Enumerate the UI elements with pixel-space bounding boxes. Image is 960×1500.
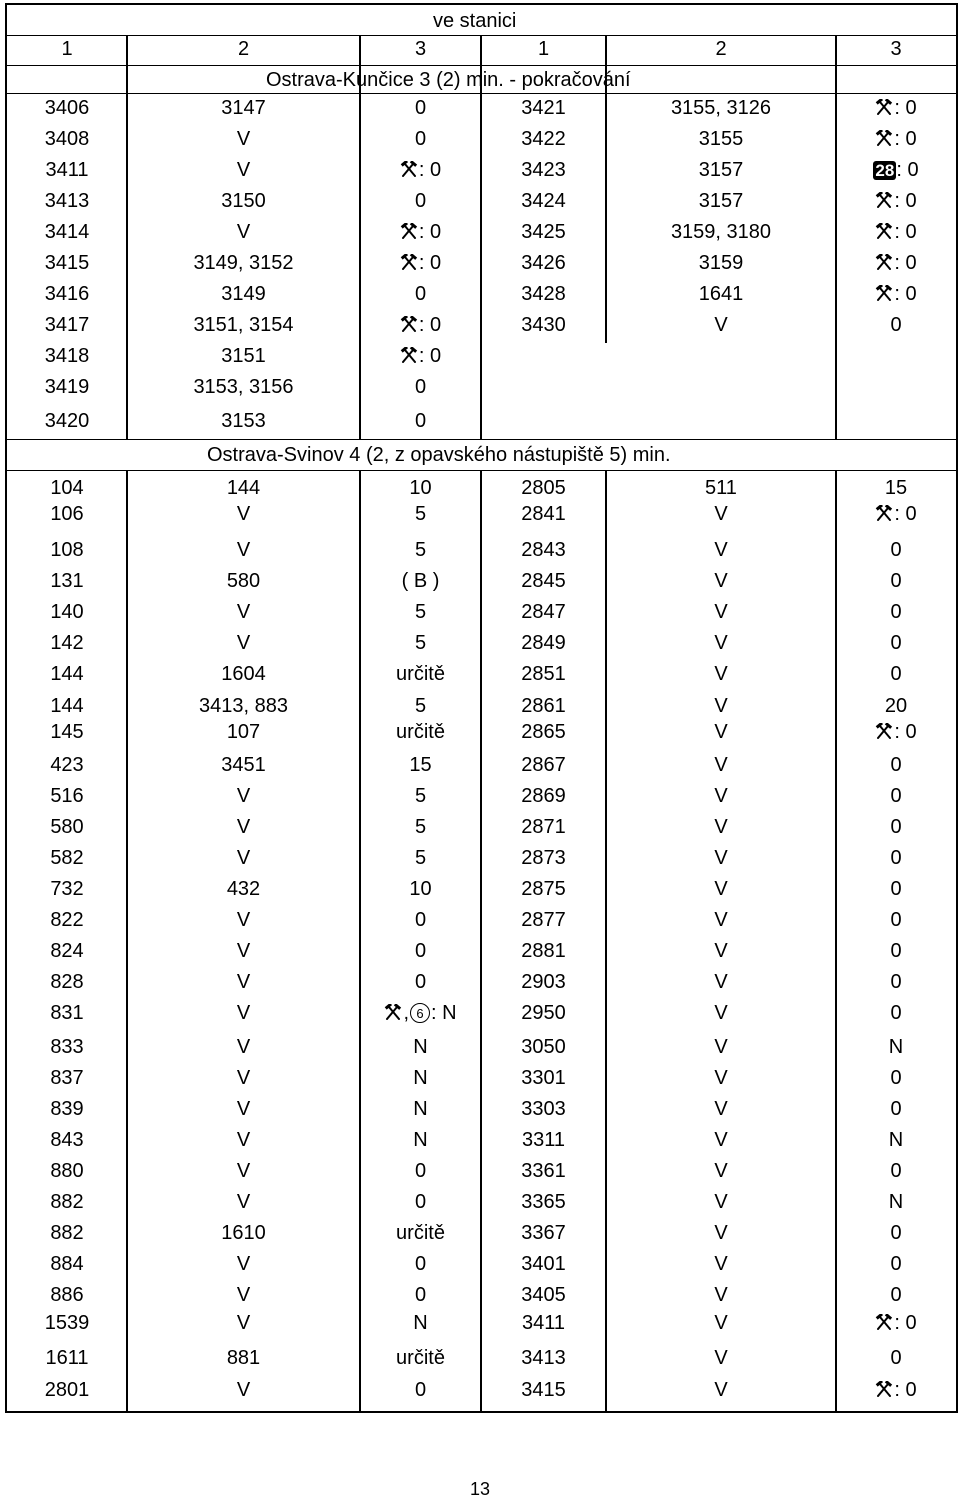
- table-cell: 2801: [44, 1379, 90, 1401]
- table-cell: V: [714, 1284, 728, 1306]
- table-cell: V: [714, 1067, 728, 1089]
- table-cell: 0: [890, 878, 902, 900]
- table-cell: určitě: [396, 1222, 445, 1244]
- table-cell: 2861: [521, 695, 566, 717]
- table-cell: V: [236, 601, 251, 623]
- table-cell: 145: [50, 721, 84, 743]
- table-cell: V: [714, 940, 728, 962]
- table-cell: 880: [50, 1160, 84, 1182]
- table-cell: 0: [890, 314, 902, 336]
- column-divider: [126, 93, 128, 439]
- symbol-cell: 28 : 0: [875, 159, 919, 181]
- table-cell: V: [236, 940, 251, 962]
- table-cell: V: [714, 971, 728, 993]
- table-cell: V: [714, 878, 728, 900]
- table-cell: V: [714, 1098, 728, 1120]
- table-cell: 0: [414, 1284, 427, 1306]
- column-divider: [359, 470, 361, 1411]
- table-cell: V: [236, 1191, 251, 1213]
- table-cell: 0: [890, 816, 902, 838]
- table-cell: 3413: [44, 190, 90, 212]
- table-cell: 2867: [521, 754, 566, 776]
- table-cell: 0: [414, 971, 427, 993]
- column-header: 2: [237, 38, 250, 60]
- table-cell: 0: [890, 785, 902, 807]
- table-cell: N: [413, 1098, 428, 1120]
- table-cell: 2869: [521, 785, 566, 807]
- table-cell: V: [714, 1379, 728, 1401]
- table-cell: V: [714, 785, 728, 807]
- table-cell: 3406: [44, 97, 90, 119]
- table-cell: 0: [890, 1222, 902, 1244]
- timetable-document: [5, 3, 958, 1413]
- table-cell: 0: [890, 971, 902, 993]
- table-cell: 0: [414, 376, 427, 398]
- table-cell: 3301: [521, 1067, 566, 1089]
- table-cell: 3151, 3154: [193, 314, 294, 336]
- symbol-cell: : 0: [360, 313, 481, 337]
- hammer-pick-icon: [875, 128, 894, 150]
- table-cell: 882: [50, 1222, 84, 1244]
- table-cell: V: [236, 539, 251, 561]
- column-divider: [359, 93, 361, 439]
- symbol-cell: : 0: [836, 282, 956, 306]
- table-cell: 3415: [521, 1379, 566, 1401]
- table-cell: 0: [890, 601, 902, 623]
- table-cell: 0: [414, 128, 427, 150]
- table-cell: V: [714, 754, 728, 776]
- table-cell: 2871: [521, 816, 566, 838]
- table-cell: N: [413, 1036, 428, 1058]
- table-cell: 3150: [221, 190, 266, 212]
- table-cell: 144: [50, 663, 84, 685]
- hammer-pick-icon: [875, 1312, 894, 1334]
- table-cell: 5: [414, 816, 427, 838]
- column-divider: [126, 470, 128, 1411]
- table-cell: V: [236, 971, 251, 993]
- table-cell: 0: [414, 909, 427, 931]
- table-cell: 3147: [221, 97, 266, 119]
- symbol-cell: : 0: [836, 220, 956, 244]
- hammer-pick-icon: [400, 252, 419, 274]
- table-cell: V: [714, 539, 728, 561]
- table-cell: 144: [226, 477, 261, 499]
- column-header: 3: [414, 38, 427, 60]
- table-cell: 5: [414, 539, 427, 561]
- table-cell: 0: [414, 283, 427, 305]
- table-cell: 5: [414, 632, 427, 654]
- table-cell: N: [888, 1036, 904, 1058]
- table-cell: N: [413, 1129, 428, 1151]
- table-cell: 2843: [521, 539, 566, 561]
- table-cell: 3422: [521, 128, 566, 150]
- table-cell: 2877: [521, 909, 566, 931]
- table-cell: 15: [409, 754, 432, 776]
- table-cell: V: [714, 570, 728, 592]
- table-cell: 2903: [521, 971, 566, 993]
- column-divider: [605, 93, 607, 343]
- table-cell: V: [236, 632, 251, 654]
- table-cell: 5: [414, 503, 427, 525]
- table-cell: 3428: [521, 283, 566, 305]
- table-cell: 3451: [221, 754, 266, 776]
- hammer-pick-icon: [400, 314, 419, 336]
- table-cell: 5: [414, 847, 427, 869]
- table-cell: 10: [409, 878, 432, 900]
- table-cell: určitě: [396, 663, 445, 685]
- table-cell: V: [714, 1036, 728, 1058]
- table-cell: V: [236, 159, 251, 181]
- table-cell: 824: [50, 940, 84, 962]
- table-cell: 144: [50, 695, 84, 717]
- table-cell: 3424: [521, 190, 566, 212]
- table-cell: 5: [414, 785, 427, 807]
- table-cell: V: [714, 1160, 728, 1182]
- table-cell: 108: [50, 539, 84, 561]
- symbol-cell: : 0: [836, 1378, 956, 1402]
- table-cell: 3311: [521, 1129, 565, 1151]
- table-cell: 3151: [221, 345, 266, 367]
- table-cell: 432: [226, 878, 261, 900]
- table-cell: 2849: [521, 632, 566, 654]
- table-cell: 3430: [521, 314, 566, 336]
- table-cell: N: [413, 1067, 428, 1089]
- column-divider: [835, 93, 837, 439]
- table-cell: 2873: [521, 847, 566, 869]
- symbol-cell: : 0: [360, 220, 481, 244]
- table-cell: V: [714, 314, 728, 336]
- column-divider: [126, 35, 128, 93]
- row-divider: [7, 439, 956, 440]
- table-cell: 106: [50, 503, 84, 525]
- table-cell: V: [236, 816, 251, 838]
- table-cell: 886: [50, 1284, 84, 1306]
- table-cell: 0: [890, 940, 902, 962]
- hammer-pick-icon: [400, 159, 419, 181]
- table-cell: V: [714, 1002, 728, 1024]
- table-cell: V: [236, 1160, 251, 1182]
- table-cell: 2865: [521, 721, 566, 743]
- table-cell: 1610: [221, 1222, 266, 1244]
- table-cell: 843: [50, 1129, 84, 1151]
- table-cell: 3425: [521, 221, 566, 243]
- table-cell: 3420: [44, 410, 90, 432]
- table-cell: 0: [890, 539, 902, 561]
- table-cell: N: [888, 1129, 904, 1151]
- section-title: Ostrava-Kunčice 3 (2) min. - pokračování: [266, 69, 631, 91]
- table-cell: V: [236, 503, 251, 525]
- boxed-number-icon: 28: [875, 161, 895, 180]
- table-cell: 5: [414, 601, 427, 623]
- table-cell: V: [236, 785, 251, 807]
- table-cell: 882: [50, 1191, 84, 1213]
- table-cell: 2851: [521, 663, 566, 685]
- table-cell: 3159: [698, 252, 744, 274]
- table-cell: 580: [50, 816, 84, 838]
- table-cell: 3421: [521, 97, 566, 119]
- table-cell: 0: [890, 1067, 902, 1089]
- table-cell: 3419: [44, 376, 90, 398]
- table-cell: 0: [890, 847, 902, 869]
- symbol-cell: : 0: [836, 502, 956, 526]
- hammer-pick-icon: [400, 345, 419, 367]
- table-cell: 3408: [44, 128, 90, 150]
- table-cell: V: [236, 221, 251, 243]
- table-cell: 3157: [698, 159, 744, 181]
- table-cell: 423: [50, 754, 84, 776]
- table-cell: 1539: [44, 1312, 90, 1334]
- table-cell: 1604: [221, 663, 266, 685]
- table-cell: V: [714, 601, 728, 623]
- table-cell: 15: [884, 477, 908, 499]
- table-cell: 837: [50, 1067, 84, 1089]
- table-cell: V: [714, 1347, 728, 1369]
- table-cell: 516: [50, 785, 84, 807]
- table-cell: 0: [890, 632, 902, 654]
- table-cell: V: [236, 1253, 251, 1275]
- table-cell: 0: [890, 1002, 902, 1024]
- table-cell: V: [236, 1098, 251, 1120]
- table-title: ve stanici: [433, 10, 517, 32]
- table-cell: 10: [409, 477, 432, 499]
- table-cell: 511: [705, 477, 737, 499]
- table-cell: 3417: [44, 314, 90, 336]
- table-cell: V: [714, 1253, 728, 1275]
- table-cell: 881: [226, 1347, 261, 1369]
- table-cell: 3416: [44, 283, 90, 305]
- table-cell: 1641: [698, 283, 744, 305]
- table-cell: 0: [414, 97, 427, 119]
- table-cell: 3413, 883: [199, 695, 288, 717]
- table-cell: V: [236, 1002, 251, 1024]
- hammer-pick-icon: [875, 221, 894, 243]
- table-cell: 107: [226, 721, 261, 743]
- column-divider: [359, 35, 361, 93]
- table-cell: 3411: [521, 1312, 565, 1334]
- table-cell: V: [714, 721, 728, 743]
- table-cell: V: [714, 503, 728, 525]
- table-cell: 0: [890, 1253, 902, 1275]
- table-cell: V: [236, 909, 251, 931]
- circled-six-icon: 6: [410, 1003, 430, 1023]
- table-cell: 3153: [221, 410, 266, 432]
- table-cell: 3414: [44, 221, 90, 243]
- table-cell: 5: [414, 695, 427, 717]
- table-cell: 2805: [521, 477, 566, 499]
- table-cell: V: [236, 1036, 251, 1058]
- column-divider: [480, 470, 482, 1411]
- symbol-cell: : 0: [836, 189, 956, 213]
- table-cell: V: [714, 663, 728, 685]
- table-cell: V: [236, 847, 251, 869]
- table-cell: 3303: [521, 1098, 566, 1120]
- symbol-cell: : 0: [360, 344, 481, 368]
- table-cell: 3159, 3180: [670, 221, 772, 243]
- page-number: 13: [469, 1479, 491, 1499]
- table-cell: 2841: [521, 503, 566, 525]
- table-cell: 0: [414, 1379, 427, 1401]
- table-cell: ( B ): [401, 570, 440, 592]
- table-cell: 2875: [521, 878, 566, 900]
- table-cell: 0: [890, 754, 902, 776]
- table-cell: 0: [414, 1253, 427, 1275]
- column-divider: [480, 35, 482, 93]
- table-cell: 0: [890, 1284, 902, 1306]
- table-cell: 3423: [521, 159, 566, 181]
- table-cell: 0: [414, 1191, 427, 1213]
- table-cell: 3153, 3156: [193, 376, 294, 398]
- table-cell: 3411: [45, 159, 89, 181]
- table-cell: 142: [50, 632, 84, 654]
- table-cell: 3157: [698, 190, 744, 212]
- table-cell: 580: [226, 570, 261, 592]
- table-cell: V: [714, 847, 728, 869]
- table-cell: V: [714, 632, 728, 654]
- table-cell: 3149: [221, 283, 266, 305]
- table-cell: 0: [890, 1160, 902, 1182]
- table-cell: 3405: [521, 1284, 566, 1306]
- table-cell: V: [236, 1284, 251, 1306]
- column-header: 1: [537, 38, 550, 60]
- table-cell: 582: [50, 847, 84, 869]
- symbol-cell: , 6 : N: [360, 1001, 481, 1025]
- table-cell: 0: [890, 909, 902, 931]
- table-cell: 3367: [521, 1222, 566, 1244]
- column-divider: [605, 35, 607, 93]
- symbol-cell: : 0: [360, 158, 481, 182]
- table-cell: 3365: [521, 1191, 566, 1213]
- table-cell: 2881: [521, 940, 566, 962]
- column-header: 3: [890, 38, 902, 60]
- symbol-cell: : 0: [836, 127, 956, 151]
- table-cell: 2847: [521, 601, 566, 623]
- symbol-cell: : 0: [836, 1311, 956, 1335]
- table-cell: 0: [890, 1347, 902, 1369]
- table-cell: určitě: [396, 721, 445, 743]
- hammer-pick-icon: [400, 221, 419, 243]
- column-header: 2: [715, 38, 727, 60]
- table-cell: V: [236, 1067, 251, 1089]
- table-cell: 831: [50, 1002, 84, 1024]
- hammer-pick-icon: [875, 283, 894, 305]
- table-cell: 3426: [521, 252, 566, 274]
- table-cell: V: [236, 1379, 251, 1401]
- table-cell: V: [236, 1129, 251, 1151]
- symbol-cell: : 0: [836, 251, 956, 275]
- table-cell: 0: [890, 570, 902, 592]
- table-cell: 0: [890, 663, 902, 685]
- symbol-cell: : 0: [836, 96, 956, 120]
- section-title: Ostrava-Svinov 4 (2, z opavského nástupiště 5) min.: [207, 444, 671, 466]
- symbol-cell: : 0: [836, 720, 956, 744]
- column-divider: [835, 35, 837, 93]
- table-cell: 3401: [521, 1253, 566, 1275]
- table-cell: 839: [50, 1098, 84, 1120]
- table-cell: 20: [884, 695, 908, 717]
- table-cell: V: [714, 816, 728, 838]
- hammer-pick-icon: [875, 97, 894, 119]
- hammer-pick-icon: [875, 503, 894, 525]
- table-cell: V: [714, 1222, 728, 1244]
- table-cell: 0: [414, 190, 427, 212]
- table-cell: 3155, 3126: [670, 97, 772, 119]
- table-cell: V: [714, 1312, 728, 1334]
- column-divider: [480, 93, 482, 439]
- hammer-pick-icon: [875, 721, 894, 743]
- table-cell: 3361: [521, 1160, 566, 1182]
- table-cell: 3155: [698, 128, 744, 150]
- table-cell: 3415: [44, 252, 90, 274]
- table-cell: 3413: [521, 1347, 566, 1369]
- hammer-pick-icon: [875, 252, 894, 274]
- table-cell: 828: [50, 971, 84, 993]
- table-cell: 3050: [521, 1036, 566, 1058]
- table-cell: V: [714, 909, 728, 931]
- table-cell: 0: [414, 410, 427, 432]
- table-cell: N: [888, 1191, 904, 1213]
- table-cell: 1611: [45, 1347, 89, 1369]
- table-cell: V: [236, 1312, 251, 1334]
- column-divider: [835, 470, 837, 1411]
- table-cell: 732: [50, 878, 84, 900]
- column-header: 1: [61, 38, 73, 60]
- table-cell: 0: [414, 1160, 427, 1182]
- table-cell: 140: [50, 601, 84, 623]
- symbol-cell: : 0: [360, 251, 481, 275]
- table-cell: V: [236, 128, 251, 150]
- table-cell: 884: [50, 1253, 84, 1275]
- table-cell: 104: [50, 477, 84, 499]
- table-cell: 3149, 3152: [193, 252, 294, 274]
- hammer-pick-icon: [384, 1002, 403, 1024]
- hammer-pick-icon: [875, 1379, 894, 1401]
- table-cell: 2950: [521, 1002, 566, 1024]
- table-cell: 3418: [44, 345, 90, 367]
- table-cell: 822: [50, 909, 84, 931]
- table-cell: V: [714, 1129, 728, 1151]
- table-cell: 2845: [521, 570, 566, 592]
- table-cell: 131: [50, 570, 84, 592]
- table-cell: určitě: [396, 1347, 445, 1369]
- table-cell: N: [413, 1312, 428, 1334]
- table-cell: 0: [890, 1098, 902, 1120]
- table-cell: V: [714, 695, 728, 717]
- column-divider: [605, 470, 607, 1411]
- table-cell: 833: [50, 1036, 84, 1058]
- table-cell: V: [714, 1191, 728, 1213]
- table-cell: 0: [414, 940, 427, 962]
- hammer-pick-icon: [875, 190, 894, 212]
